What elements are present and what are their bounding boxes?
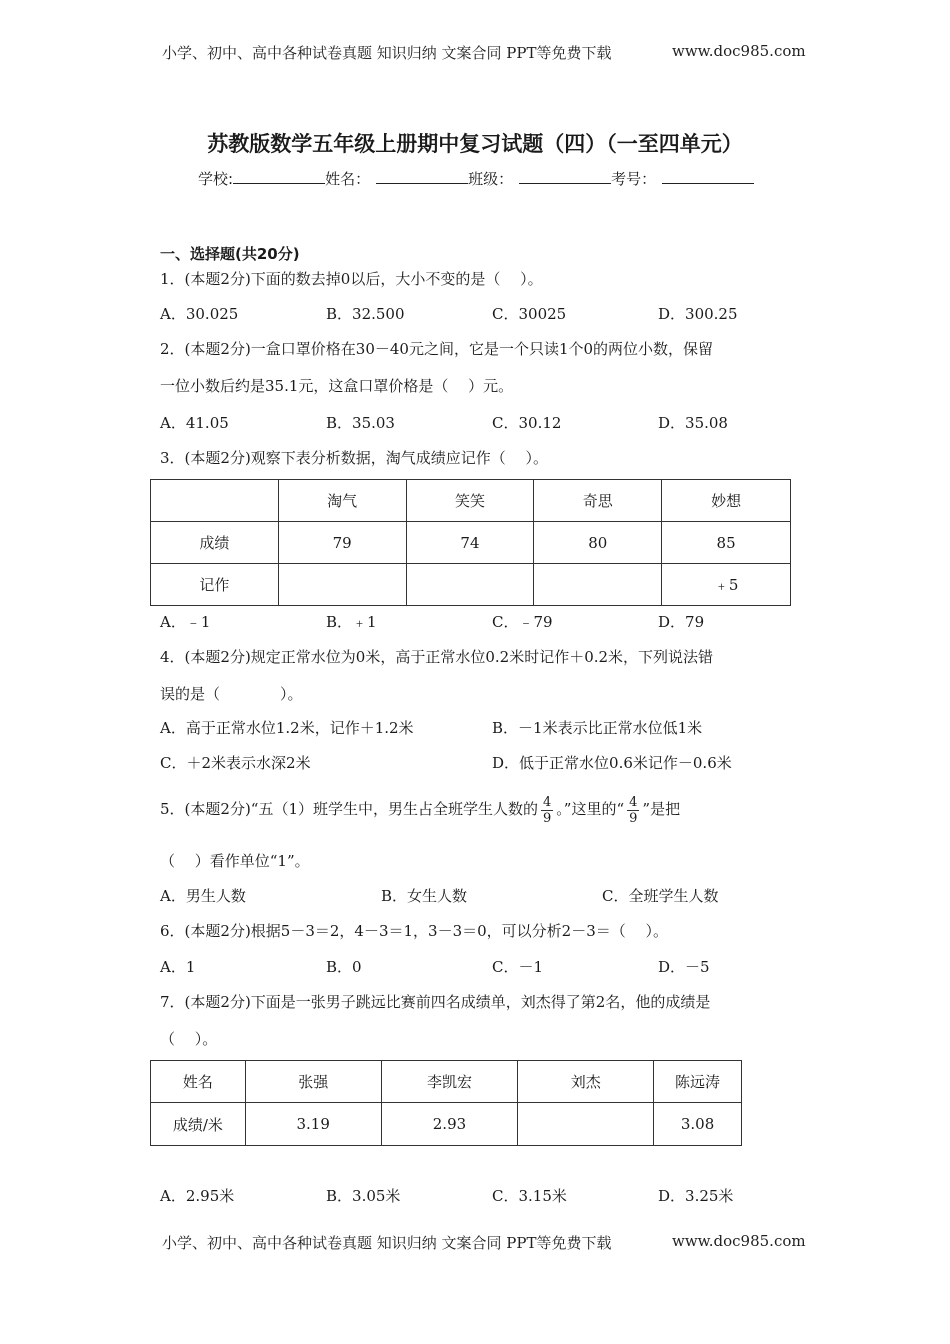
table-cell: 2.93 [381,1103,518,1146]
q1-option-d[interactable]: D．300.25 [658,305,738,323]
q2-option-c[interactable]: C．30.12 [492,414,562,432]
q3-stem: 3．(本题2分)观察下表分析数据，淘气成绩应记作（ ）。 [160,449,549,467]
table-cell: 妙想 [662,480,791,522]
q6-option-b[interactable]: B．0 [326,958,362,976]
table-cell: ﹢5 [662,564,791,606]
table-cell: 3.19 [245,1103,381,1146]
q2-stem-line2: 一位小数后约是35.1元，这盒口罩价格是（ ）元。 [160,377,514,395]
q5-stem-part2: 。”这里的“ [556,800,625,818]
q1-stem: 1．(本题2分)下面的数去掉0以后，大小不变的是（ ）。 [160,270,543,288]
table-cell: 淘气 [278,480,406,522]
table-cell: 姓名 [151,1061,246,1103]
footer-text: 小学、初中、高中各种试卷真题 知识归纳 文案合同 PPT等免费下载 [162,1234,612,1252]
q5-stem-line1 [160,790,680,828]
q3-option-b[interactable]: B．﹢1 [326,613,377,631]
section-title: 一、选择题(共20分) [160,245,300,263]
fraction-numerator: 4 [543,794,552,810]
number-blank[interactable] [662,169,754,184]
fraction [541,795,553,826]
q1-option-c[interactable]: C．30025 [492,305,567,323]
fraction-numerator: 4 [629,794,638,810]
table-cell: 80 [534,522,662,564]
table-cell: 陈远涛 [654,1061,742,1103]
q7-option-a[interactable]: A．2.95米 [160,1187,235,1205]
q5-stem-part3: ”是把 [642,800,681,818]
class-blank[interactable] [519,169,611,184]
q6-option-d[interactable]: D．－5 [658,958,710,976]
q7-option-c[interactable]: C．3.15米 [492,1187,567,1205]
q2-option-a[interactable]: A．41.05 [160,414,229,432]
q2-option-b[interactable]: B．35.03 [326,414,395,432]
q5-option-b[interactable]: B．女生人数 [381,887,468,905]
q5-option-c[interactable]: C．全班学生人数 [602,887,719,905]
q2-option-d[interactable]: D．35.08 [658,414,728,432]
table-row [151,1103,742,1146]
q2-stem-line1: 2．(本题2分)一盒口罩价格在30－40元之间，它是一个只读1个0的两位小数，保留 [160,340,714,358]
q4-option-c[interactable]: C．＋2米表示水深2米 [160,754,311,772]
q6-option-c[interactable]: C．－1 [492,958,544,976]
footer-site[interactable]: www.doc985.com [672,1232,806,1250]
table-cell: 79 [278,522,406,564]
q6-option-a[interactable]: A．1 [160,958,196,976]
q7-option-d[interactable]: D．3.25米 [658,1187,734,1205]
school-label: 学校: [198,170,234,188]
school-blank[interactable] [233,169,325,184]
table-cell: 3.08 [654,1103,742,1146]
header-text: 小学、初中、高中各种试卷真题 知识归纳 文案合同 PPT等免费下载 [162,44,612,62]
table-cell: 成绩/米 [151,1103,246,1146]
q3-score-table [150,479,791,606]
q4-option-d[interactable]: D．低于正常水位0.6米记作－0.6米 [492,754,732,772]
fraction-denominator: 9 [629,810,638,826]
table-cell: 奇思 [534,480,662,522]
class-label: 班级： [468,170,514,188]
q1-option-a[interactable]: A．30.025 [160,305,239,323]
table-cell: 74 [406,522,534,564]
page-title: 苏教版数学五年级上册期中复习试题（四）（一至四单元） [207,132,743,156]
table-cell: 刘杰 [518,1061,654,1103]
table-cell [406,564,534,606]
q5-stem-part1: 5．(本题2分)“五（1）班学生中，男生占全班学生人数的 [160,800,539,818]
q4-stem-line2: 误的是（ ）。 [160,685,303,703]
q4-option-b[interactable]: B．－1米表示比正常水位低1米 [492,719,703,737]
table-header-row [151,480,791,522]
table-cell [518,1103,654,1146]
q1-option-b[interactable]: B．32.500 [326,305,405,323]
name-blank[interactable] [376,169,468,184]
q3-option-d[interactable]: D．79 [658,613,705,631]
table-row [151,522,791,564]
number-label: 考号： [611,170,657,188]
header-site[interactable]: www.doc985.com [672,42,806,60]
table-cell [534,564,662,606]
q4-option-a[interactable]: A．高于正常水位1.2米，记作＋1.2米 [160,719,414,737]
q5-option-a[interactable]: A．男生人数 [160,887,246,905]
table-cell [278,564,406,606]
table-cell: 记作 [151,564,279,606]
q7-stem-line2: （ ）。 [160,1030,218,1048]
info-line [198,168,754,189]
q5-stem-line2: （ ）看作单位“1”。 [160,852,310,870]
q3-option-a[interactable]: A．﹣1 [160,613,211,631]
q7-result-table [150,1060,742,1146]
q7-stem-line1: 7．(本题2分)下面是一张男子跳远比赛前四名成绩单，刘杰得了第2名，他的成绩是 [160,993,711,1011]
table-cell: 李凯宏 [381,1061,518,1103]
q7-option-b[interactable]: B．3.05米 [326,1187,401,1205]
table-cell: 张强 [245,1061,381,1103]
table-cell: 85 [662,522,791,564]
fraction [627,795,639,826]
table-header-row [151,1061,742,1103]
q4-stem-line1: 4．(本题2分)规定正常水位为0米，高于正常水位0.2米时记作＋0.2米，下列说法错 [160,648,714,666]
name-label: 姓名： [325,170,371,188]
table-cell [151,480,279,522]
table-cell: 笑笑 [406,480,534,522]
table-cell: 成绩 [151,522,279,564]
q3-option-c[interactable]: C．﹣79 [492,613,553,631]
q6-stem: 6．(本题2分)根据5－3＝2，4－3＝1，3－3＝0，可以分析2－3＝（ ）。 [160,922,669,940]
table-row [151,564,791,606]
fraction-denominator: 9 [543,810,552,826]
